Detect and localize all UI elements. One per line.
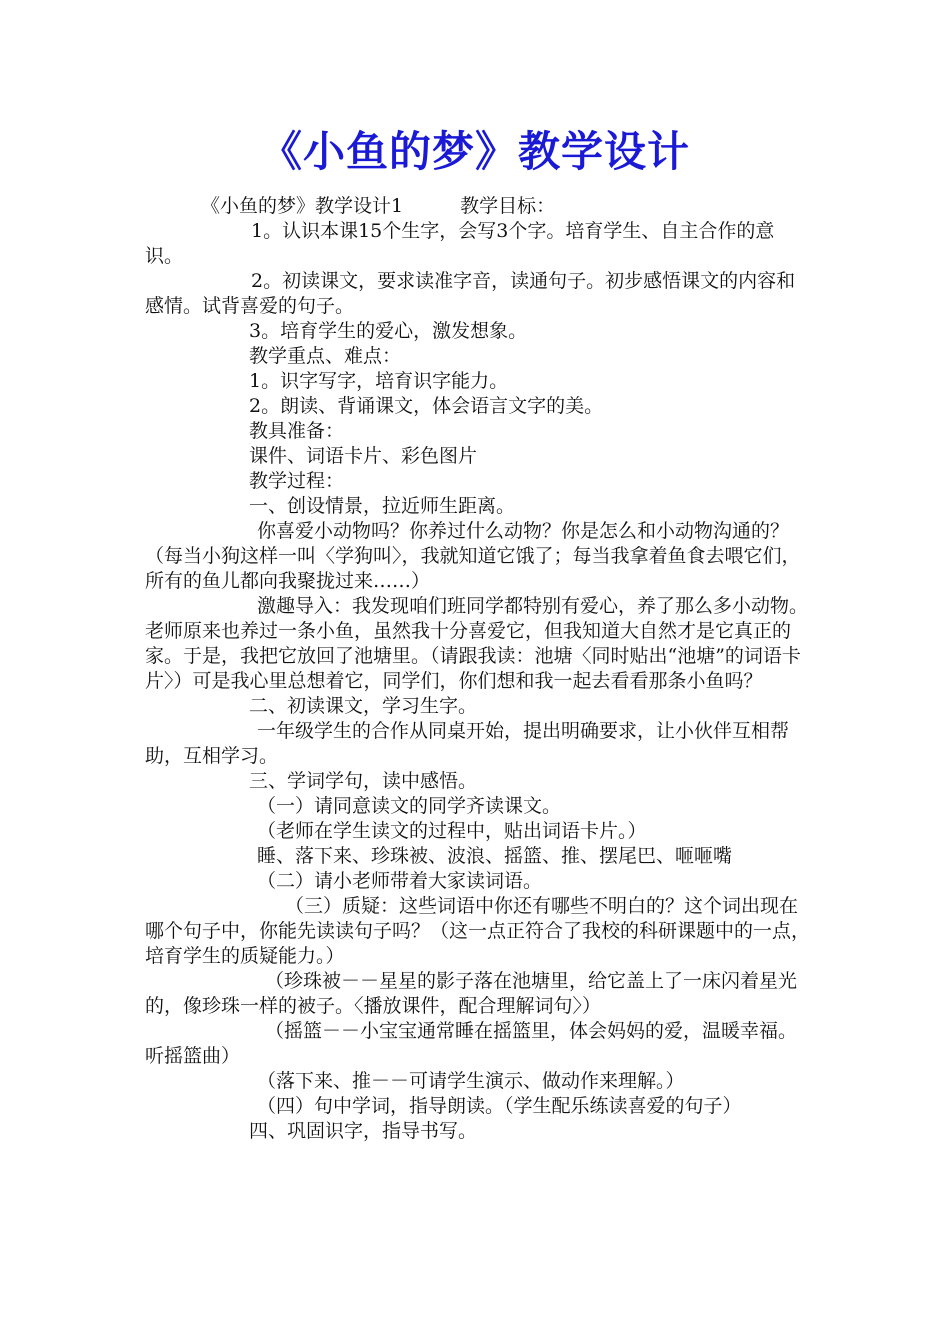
paragraph: （落下来、推－－可请学生演示、做动作来理解。） xyxy=(257,1070,685,1092)
paragraph: 1。识字写字，培育识字能力。 xyxy=(249,370,509,392)
paragraph: 教具准备： xyxy=(249,420,345,442)
paragraph: （摇篮－－小宝宝通常睡在摇篮里，体会妈妈的爱，温暖幸福。听摇篮曲） xyxy=(145,1020,798,1067)
paragraph: （二）请小老师带着大家读词语。 xyxy=(257,870,543,892)
paragraph: 三、学词学句，读中感悟。 xyxy=(249,770,478,792)
paragraph: （一）请同意读文的同学齐读课文。 xyxy=(257,795,562,817)
paragraph: （四）句中学词，指导朗读。（学生配乐练读喜爱的句子） xyxy=(257,1095,742,1117)
paragraph: 1。认识本课15个生字，会写3个字。培育学生、自主合作的意识。 xyxy=(145,220,775,267)
paragraph: 睡、落下来、珍珠被、波浪、摇篮、推、摆尾巴、咂咂嘴 xyxy=(257,845,733,867)
paragraph: 《小鱼的梦》教学设计1 教学目标： xyxy=(201,195,556,217)
paragraph: 一年级学生的合作从同桌开始，提出明确要求，让小伙伴互相帮助，互相学习。 xyxy=(145,720,790,767)
paragraph: 一、创设情景，拉近师生距离。 xyxy=(249,495,516,517)
document-title: 《小鱼的梦》教学设计 xyxy=(259,127,690,176)
paragraph: （珍珠被－－星星的影子落在池塘里，给它盖上了一床闪着星光的，像珍珠一样的被子。〈播放课件，配合理解词句〉） xyxy=(145,970,798,1017)
paragraph: 激趣导入：我发现咱们班同学都特别有爱心，养了那么多小动物。老师原来也养过一条小鱼，虽然我十分喜爱它，但我知道大自然才是它真正的家。于是，我把它放回了池塘里。（请跟我读：池塘〈同时贴出“池塘”的词语卡片〉）可是我心里总想着它，同学们，你们想和我一起去看看那条小鱼吗？ xyxy=(145,595,809,692)
paragraph: （三）质疑：这些词语中你还有哪些不明白的？这个词出现在哪个句子中，你能先读读句子吗？（这一点正符合了我校的科研课题中的一点，培育学生的质疑能力。） xyxy=(145,895,811,967)
paragraph: 二、初读课文，学习生字。 xyxy=(249,695,478,717)
paragraph: 课件、词语卡片、彩色图片 xyxy=(249,445,478,467)
paragraph: 2。初读课文，要求读准字音，读通句子。初步感悟课文的内容和感情。试背喜爱的句子。 xyxy=(145,270,796,317)
paragraph: 教学过程： xyxy=(249,470,345,492)
document-body xyxy=(145,194,810,1144)
paragraph: 你喜爱小动物吗？你养过什么动物？你是怎么和小动物沟通的？（每当小狗这样一叫〈学狗叫〉，我就知道它饿了；每当我拿着鱼食去喂它们，所有的鱼儿都向我聚拢过来……） xyxy=(145,520,801,592)
paragraph: 2。朗读、背诵课文，体会语言文字的美。 xyxy=(249,395,604,417)
paragraph: 3。培育学生的爱心，激发想象。 xyxy=(249,320,528,342)
paragraph: （老师在学生读文的过程中，贴出词语卡片。） xyxy=(257,820,647,842)
paragraph: 教学重点、难点： xyxy=(249,345,402,367)
paragraph: 四、巩固识字，指导书写。 xyxy=(249,1120,478,1142)
